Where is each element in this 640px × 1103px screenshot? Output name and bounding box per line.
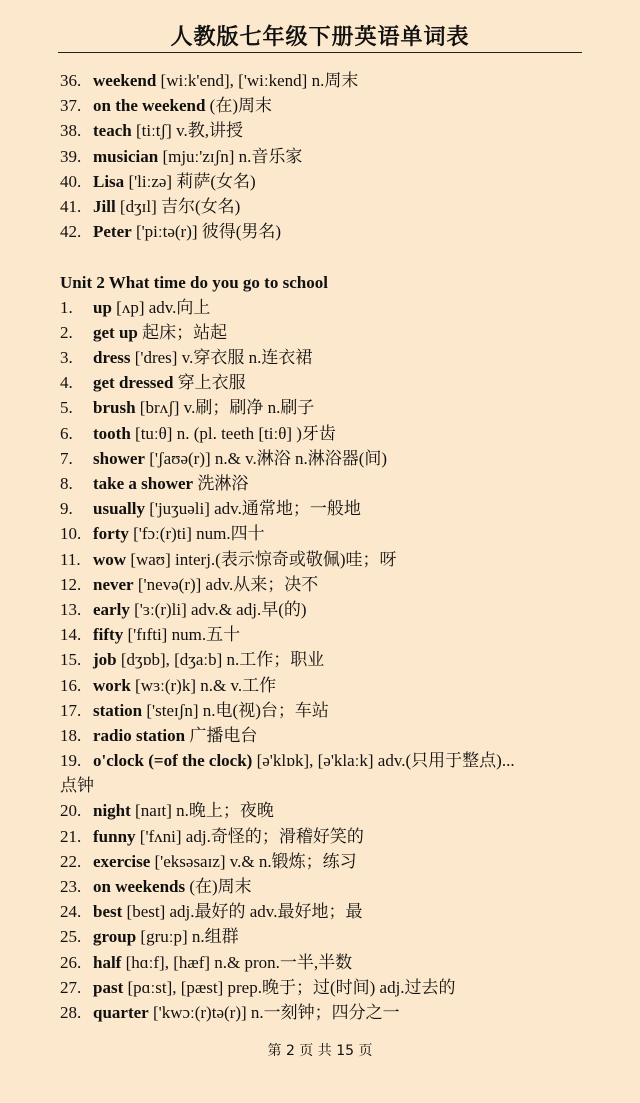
vocab-entry [60,320,590,345]
page-number: 第 2 页 共 15 页 [267,1043,373,1059]
entry-number: 9. [60,499,73,519]
vocab-entry [60,144,590,169]
entry-word: dress [93,348,131,368]
entry-word: radio station [93,725,186,745]
entry-definition: [naɪt] n.晚上；夜晚 [130,801,274,821]
entry-number: 10. [60,524,82,544]
entry-word: work [93,675,131,695]
entry-number: 42. [60,222,82,242]
vocab-entry [60,395,590,420]
entry-word: quarter [93,1002,149,1022]
vocab-entry [60,547,590,572]
vocab-entry [60,698,590,723]
vocab-entry [60,421,590,446]
entry-word: brush [93,398,136,418]
entry-number: 22. [60,851,82,871]
entry-word: get dressed [93,373,174,393]
entry-definition: ['steɪʃn] n.电(视)台；车站 [142,700,329,720]
vocab-entry [60,824,590,849]
entry-word: fifty [93,625,124,645]
entry-definition: [brʌʃ] v.刷；刷净 n.刷子 [135,398,315,418]
vocab-entry [60,647,590,672]
entry-word: never [93,574,134,594]
entry-number: 14. [60,625,82,645]
vocab-entry [60,68,590,93]
entry-number: 8. [60,474,73,493]
header-divider [58,52,582,53]
entry-word: exercise [93,851,151,871]
vocab-entry [60,496,590,521]
entry-definition: 穿上衣服 [173,373,246,393]
entry-word: group [93,927,137,947]
vocab-entry [60,773,590,798]
vocab-entry [60,244,590,269]
vocab-entry [60,673,590,698]
entry-definition: ['dres] v.穿衣服 n.连衣裙 [130,348,313,368]
entry-number: 17. [60,700,82,720]
entry-number: 27. [60,977,82,997]
entry-number: 7. [60,448,73,468]
entry-definition: ['liːzə] 莉萨(女名) [124,171,256,191]
entry-definition: ['fʌni] adj.奇怪的；滑稽好笑的 [135,826,364,846]
entry-definition: (在)周末 [205,96,272,116]
entry-number: 12. [60,574,82,594]
entry-word: early [93,599,130,619]
entry-word: Peter [93,222,132,242]
entry-definition: ['fɪfti] num.五十 [123,625,241,645]
vocab-entry [60,169,590,194]
vocab-entry [60,295,590,320]
entry-number: 19. [60,751,82,771]
entry-number: 11. [60,549,81,569]
entry-word: wow [93,549,127,569]
vocab-entry [60,975,590,1000]
page-title: 人教版七年级下册英语单词表 [170,25,470,50]
entry-number: 25. [60,927,82,947]
entry-number: 23. [60,877,82,896]
entry-definition: 点钟 [60,776,94,796]
entry-definition: (在)周末 [185,877,252,896]
entry-definition: 洗淋浴 [193,474,249,493]
entry-definition: [dʒɪl] 吉尔(女名) [115,196,241,216]
entry-number: 21. [60,826,82,846]
entry-word: on the weekend [93,96,206,116]
vocab-entry [60,874,590,899]
entry-word: past [93,977,124,997]
entry-number: 16. [60,675,82,695]
vocab-entry [60,270,590,295]
entry-number: 3. [60,348,73,368]
entry-number: 28. [60,1002,82,1022]
entry-word: weekend [93,71,157,90]
vocab-entry [60,572,590,597]
vocab-entry [60,748,590,773]
entry-word: o'clock (=of the clock) [93,751,253,771]
entry-definition: [pɑːst], [pæst] prep.晚于；过(时间) adj.过去的 [123,977,456,997]
entry-number: 39. [60,146,82,166]
vocab-entry [60,194,590,219]
entry-number: 13. [60,599,82,619]
entry-word: forty [93,524,129,544]
entry-word: job [93,650,117,670]
entry-definition: ['piːtə(r)] 彼得(男名) [131,222,282,242]
entry-definition: 起床；站起 [137,322,228,342]
entry-definition: [mjuː'zɪʃn] n.音乐家 [158,146,303,166]
vocab-entry [60,849,590,874]
entry-number: 41. [60,196,82,216]
entry-definition: [tiːtʃ] v.教,讲授 [131,121,243,141]
entry-word: shower [93,448,145,468]
entry-number: 36. [60,71,82,90]
entry-number: 18. [60,725,82,745]
entry-word: station [93,700,143,720]
entry-number: 40. [60,171,82,191]
entry-word: Lisa [93,171,125,191]
entry-definition: ['kwɔː(r)tə(r)] n.一刻钟；四分之一 [148,1002,400,1022]
entry-number: 2. [60,322,73,342]
entry-word: musician [93,146,159,166]
entry-definition: [wiːk'end], ['wiːkend] n.周末 [156,71,359,90]
vocab-entry [60,345,590,370]
entry-number: 37. [60,96,82,116]
entry-definition: [tuːθ] n. (pl. teeth [tiːθ] )牙齿 [130,423,336,443]
entry-definition: [ə'klɒk], [ə'klaːk] adv.(只用于整点)... [252,751,515,771]
entry-word: best [93,902,123,922]
vocabulary-list [60,68,590,1025]
entry-definition: [dʒɒb], [dʒaːb] n.工作；职业 [116,650,325,670]
entry-word: get up [93,322,138,342]
entry-number: 38. [60,121,82,141]
vocab-entry [60,950,590,975]
entry-word: up [93,297,112,317]
entry-definition: [gruːp] n.组群 [136,927,239,947]
entry-word: on weekends [93,877,186,896]
entry-number: 26. [60,952,82,972]
entry-definition: [wɜː(r)k] n.& v.工作 [130,675,277,695]
entry-word: night [93,801,131,821]
entry-word: Jill [93,196,116,216]
vocab-entry [60,798,590,823]
vocab-entry [60,924,590,949]
vocab-entry [60,521,590,546]
entry-word: tooth [93,423,131,443]
entry-definition: ['ɜː(r)li] adv.& adj.早(的) [129,599,307,619]
vocab-entry [60,118,590,143]
vocab-entry [60,723,590,748]
entry-definition: ['juʒuəli] adv.通常地；一般地 [144,499,361,519]
vocab-entry [60,93,590,118]
vocab-entry [60,597,590,622]
entry-definition: ['fɔː(r)ti] num.四十 [128,524,265,544]
entry-number: 20. [60,801,82,821]
vocab-entry [60,471,590,496]
entry-number: 4. [60,373,73,393]
page-header [0,0,640,56]
entry-number: 6. [60,423,73,443]
vocab-entry [60,622,590,647]
entry-word: teach [93,121,132,141]
entry-word: half [93,952,122,972]
entry-number: 1. [60,297,73,317]
vocab-entry [60,1000,590,1025]
vocab-entry [60,370,590,395]
entry-definition: ['ʃaʊə(r)] n.& v.淋浴 n.淋浴器(间) [144,448,388,468]
entry-number: 5. [60,398,73,418]
entry-number: 24. [60,902,82,922]
entry-definition: [waʊ] interj.(表示惊奇或敬佩)哇；呀 [126,549,397,569]
entry-word: usually [93,499,145,519]
vocab-entry [60,446,590,471]
entry-word: funny [93,826,136,846]
entry-definition: [best] adj.最好的 adv.最好地；最 [122,902,363,922]
entry-definition: ['nevə(r)] adv.从来；决不 [133,574,319,594]
vocab-entry [60,219,590,244]
entry-word: take a shower [93,474,194,493]
entry-definition: [hɑːf], [hæf] n.& pron.一半,半数 [121,952,353,972]
entry-definition: ['eksəsaɪz] v.& n.锻炼；练习 [150,851,357,871]
vocab-entry [60,899,590,924]
unit-heading: Unit 2 What time do you go to school [60,272,328,292]
entry-number: 15. [60,650,82,670]
entry-definition: [ʌp] adv.向上 [111,297,211,317]
entry-definition: 广播电台 [185,725,258,745]
